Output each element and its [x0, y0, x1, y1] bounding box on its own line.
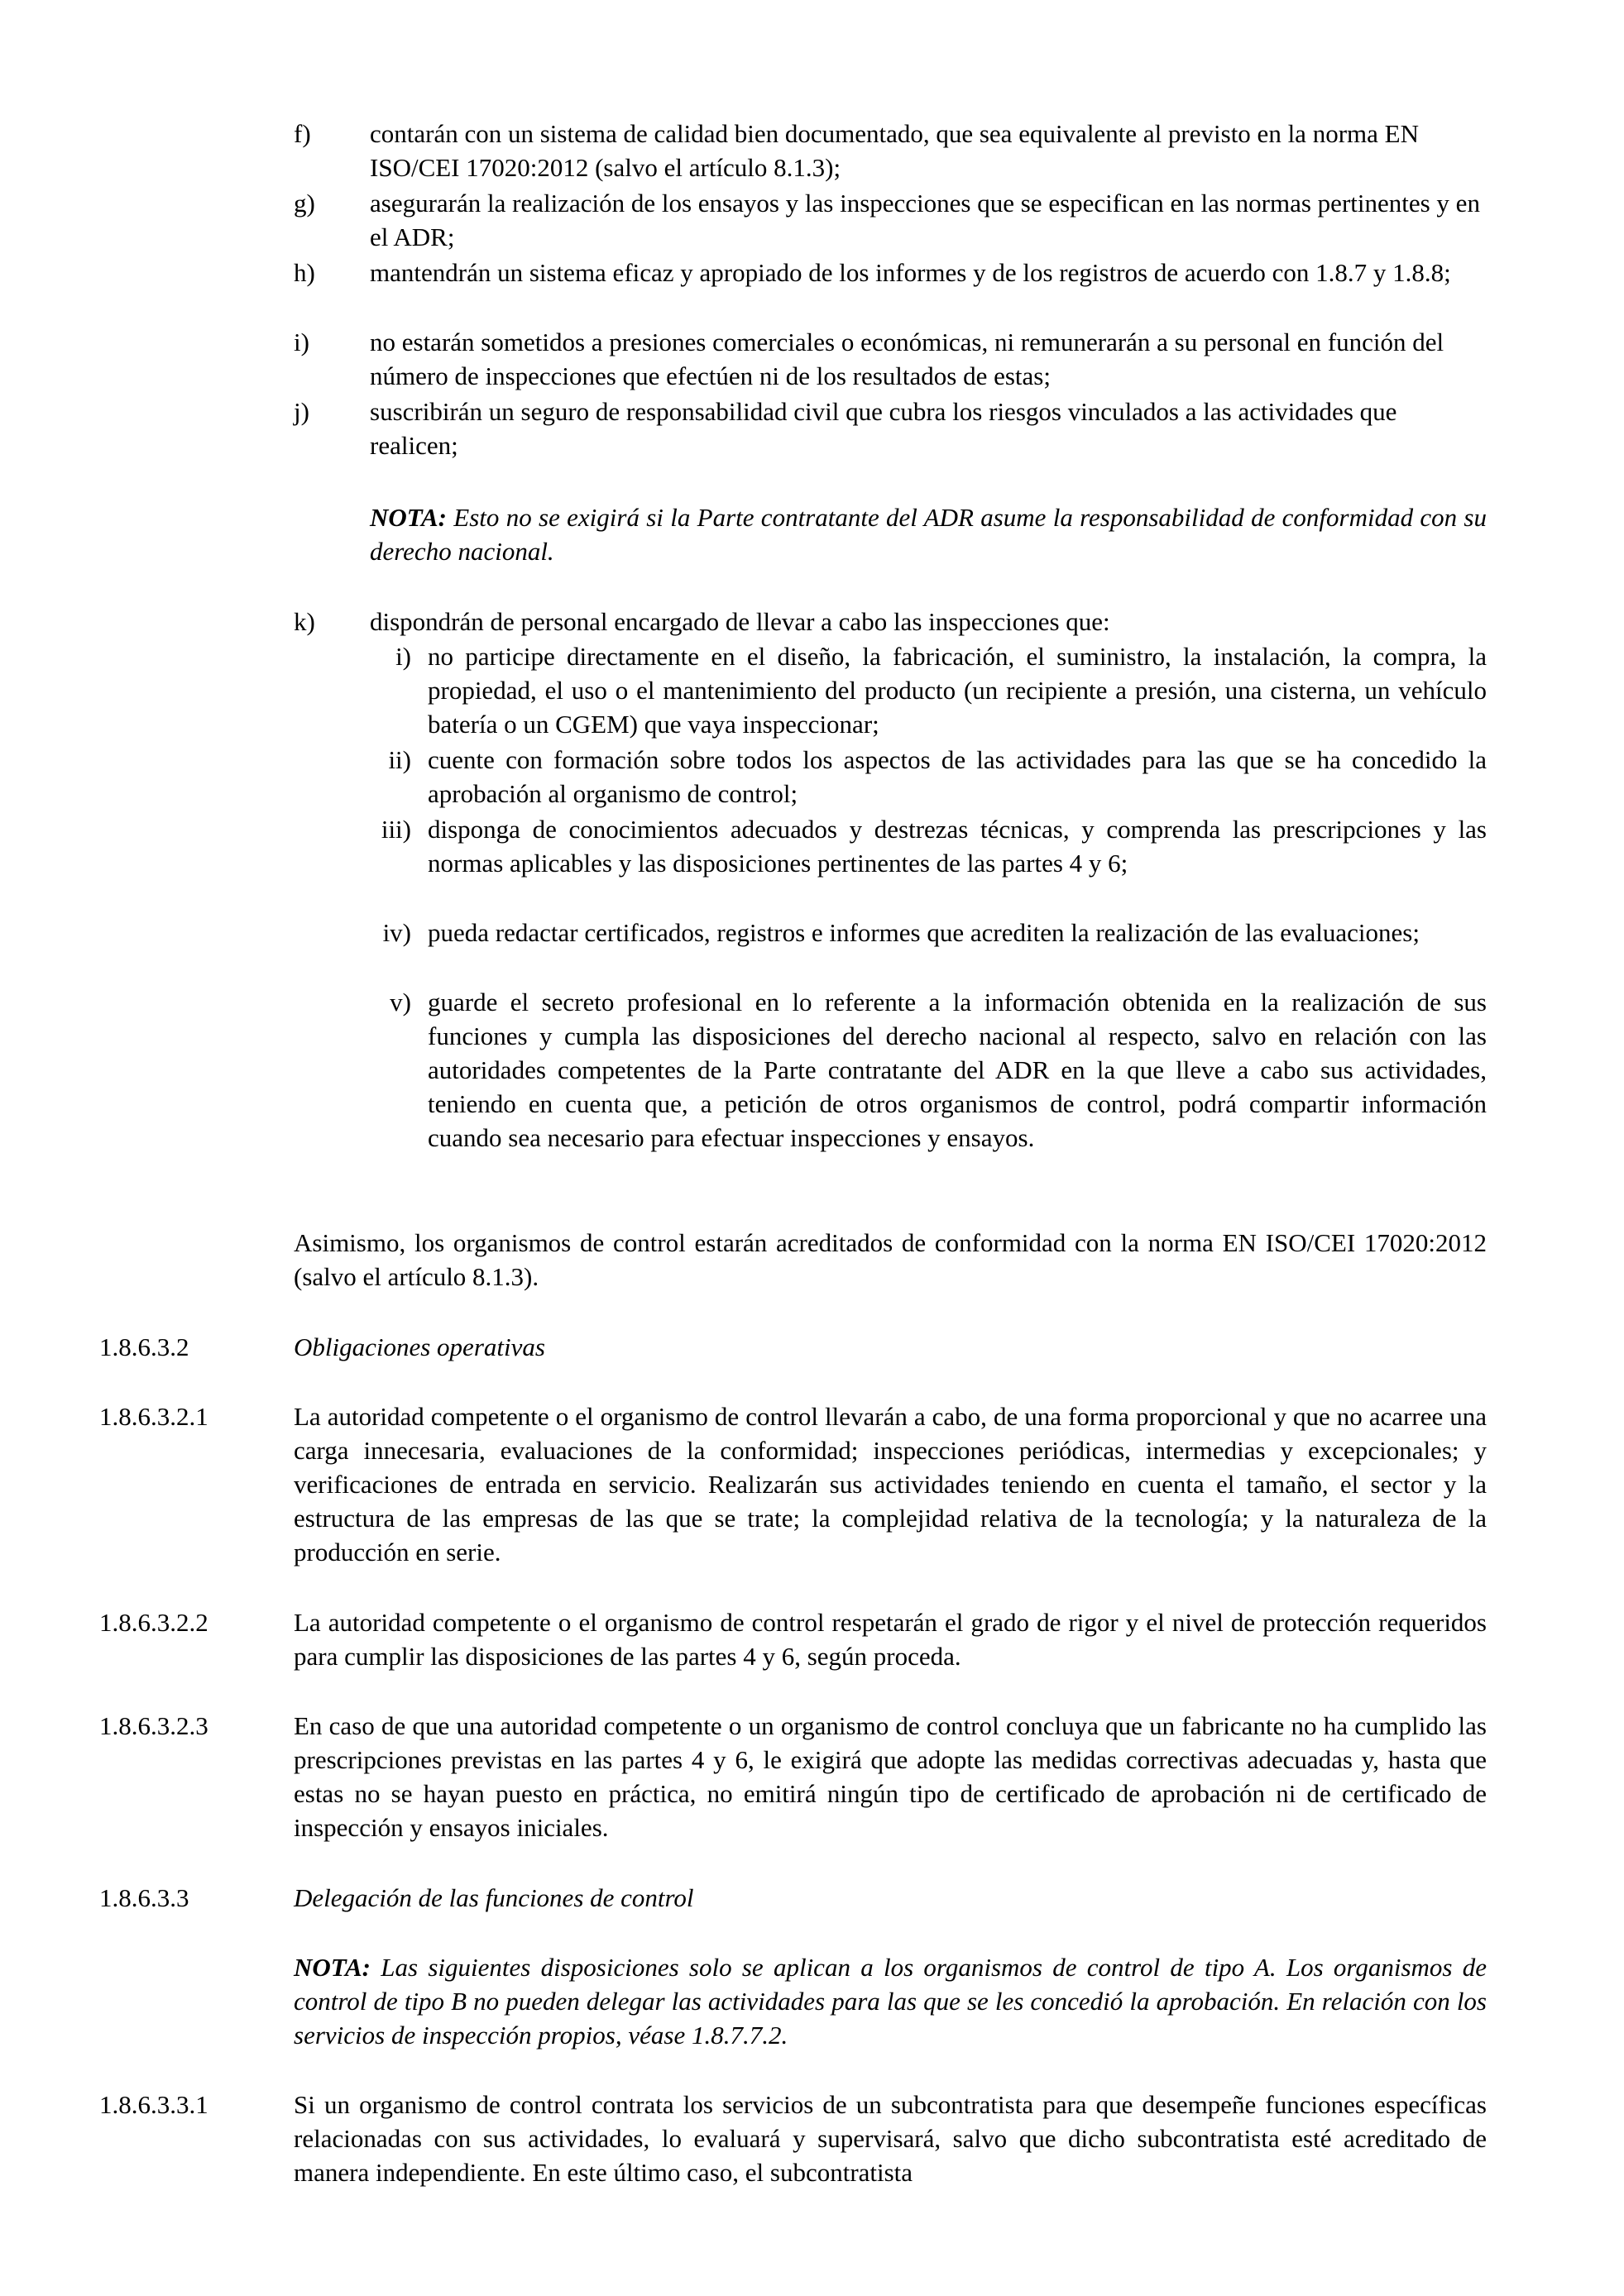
sub-text: guarde el secreto profesional en lo referente a la información obtenida en la realización de sus funciones y cumpla las disposiciones del derecho nacional al respecto, salvo en relación con las autoridades competentes de la Parte contratante del ADR en la que lleve a cabo sus actividades, teniendo en cuenta que, a petición de otros organismos de control, podrá compartir información cuando sea necesario para efectuar inspecciones y ensayos.: [428, 988, 1487, 1152]
sub-item-ii: [370, 743, 1487, 811]
list-label: i): [294, 328, 309, 356]
section-number: 1.8.6.3.3.1: [99, 2090, 208, 2119]
sub-text: pueda redactar certificados, registros e informes que acrediten la realización de las evaluaciones;: [428, 918, 1420, 947]
sub-label: i): [395, 642, 411, 671]
list-label: f): [294, 119, 311, 148]
list-text: no estarán sometidos a presiones comerciales o económicas, ni remunerarán a su personal en función del número de inspecciones que efectúen ni de los resultados de estas;: [370, 328, 1444, 390]
section-heading: Obligaciones operativas: [294, 1332, 545, 1361]
section-heading: Delegación de las funciones de control: [294, 1883, 694, 1912]
list-text: contarán con un sistema de calidad bien documentado, que sea equivalente al previsto en la norma EN ISO/CEI 17020:2012 (salvo el artículo 8.1.3);: [370, 119, 1419, 182]
list-text: mantendrán un sistema eficaz y apropiado de los informes y de los registros de acuerdo con 1.8.7 y 1.8.8;: [370, 258, 1451, 287]
list-item-f: [294, 117, 1485, 184]
sub-item-i: [370, 639, 1487, 741]
section-number: 1.8.6.3.3: [99, 1883, 189, 1912]
list-item-k: [294, 605, 1485, 639]
section-number: 1.8.6.3.2: [99, 1332, 189, 1361]
section-number: 1.8.6.3.2.3: [99, 1711, 208, 1740]
list-label: j): [294, 397, 309, 426]
sub-label: v): [390, 988, 411, 1016]
note-label: NOTA:: [294, 1953, 371, 1982]
list-item-j: [294, 395, 1485, 462]
list-label: k): [294, 607, 315, 636]
list-label: h): [294, 258, 315, 287]
section-paragraph: Si un organismo de control contrata los servicios de un subcontratista para que desempeñe funciones específicas relacionadas con sus actividades, lo evaluará y supervisará, salvo que dicho subcontratista esté acreditado de manera independiente. En este último caso, el subcontratista: [294, 2090, 1487, 2187]
list-label: g): [294, 189, 315, 218]
sub-item-v: [370, 985, 1487, 1155]
section-number: 1.8.6.3.2.2: [99, 1608, 208, 1637]
list-text: suscribirán un seguro de responsabilidad civil que cubra los riesgos vinculados a las actividades que realicen;: [370, 397, 1397, 460]
section-paragraph: La autoridad competente o el organismo de control llevarán a cabo, de una forma proporcional y que no acarree una carga innecesaria, evaluaciones de la conformidad; inspecciones periódicas, intermedias y excepcionales; y verificaciones de entrada en servicio. Realizarán sus actividades teniendo en cuenta el tamaño, el sector y la estructura de las empresas de las que se trate; la complejidad relativa de la tecnología; y la naturaleza de la producción en serie.: [294, 1402, 1487, 1567]
section-number: 1.8.6.3.2.1: [99, 1402, 208, 1431]
section-paragraph: La autoridad competente o el organismo de control respetarán el grado de rigor y el nivel de protección requeridos para cumplir las disposiciones de las partes 4 y 6, según proceda.: [294, 1608, 1487, 1671]
note-text: Las siguientes disposiciones solo se aplican a los organismos de control de tipo A. Los organismos de control de tipo B no pueden delegar las actividades para las que se les concedió la aprobación. En relación con los servicios de inspección propios, véase 1.8.7.7.2.: [294, 1953, 1487, 2050]
sub-label: iii): [381, 815, 411, 844]
note-label: NOTA:: [370, 503, 447, 532]
sub-label: iv): [382, 918, 411, 947]
note-delegation: [294, 1950, 1487, 2052]
list-item-g: [294, 186, 1485, 254]
sub-text: cuente con formación sobre todos los aspectos de las actividades para las que se ha concedido la aprobación al organismo de control;: [428, 745, 1487, 808]
list-text: asegurarán la realización de los ensayos y las inspecciones que se especifican en las normas pertinentes y en el ADR;: [370, 189, 1480, 251]
note-text: Esto no se exigirá si la Parte contratante del ADR asume la responsabilidad de conformidad con su derecho nacional.: [370, 503, 1487, 566]
note-insurance: [370, 500, 1487, 568]
sub-item-iii: [370, 812, 1487, 880]
accreditation-paragraph: Asimismo, los organismos de control estarán acreditados de conformidad con la norma EN ISO/CEI 17020:2012 (salvo el artículo 8.1.3).: [294, 1228, 1487, 1291]
list-item-i: [294, 325, 1485, 393]
section-paragraph: En caso de que una autoridad competente o un organismo de control concluya que un fabricante no ha cumplido las prescripciones previstas en las partes 4 y 6, le exigirá que adopte las medidas correctivas adecuadas y, hasta que estas no se hayan puesto en práctica, no emitirá ningún tipo de certificado de aprobación ni de certificado de inspección y ensayos iniciales.: [294, 1711, 1487, 1842]
sub-label: ii): [388, 745, 411, 774]
list-item-h: [294, 256, 1485, 289]
list-text: dispondrán de personal encargado de llevar a cabo las inspecciones que:: [370, 607, 1110, 636]
sub-text: no participe directamente en el diseño, la fabricación, el suministro, la instalación, la compra, la propiedad, el uso o el mantenimiento del producto (un recipiente a presión, una cisterna, un vehículo batería o un CGEM) que vaya inspeccionar;: [428, 642, 1487, 739]
sub-text: disponga de conocimientos adecuados y destrezas técnicas, y comprenda las prescripciones y las normas aplicables y las disposiciones pertinentes de las partes 4 y 6;: [428, 815, 1487, 878]
sub-item-iv: [370, 916, 1487, 949]
